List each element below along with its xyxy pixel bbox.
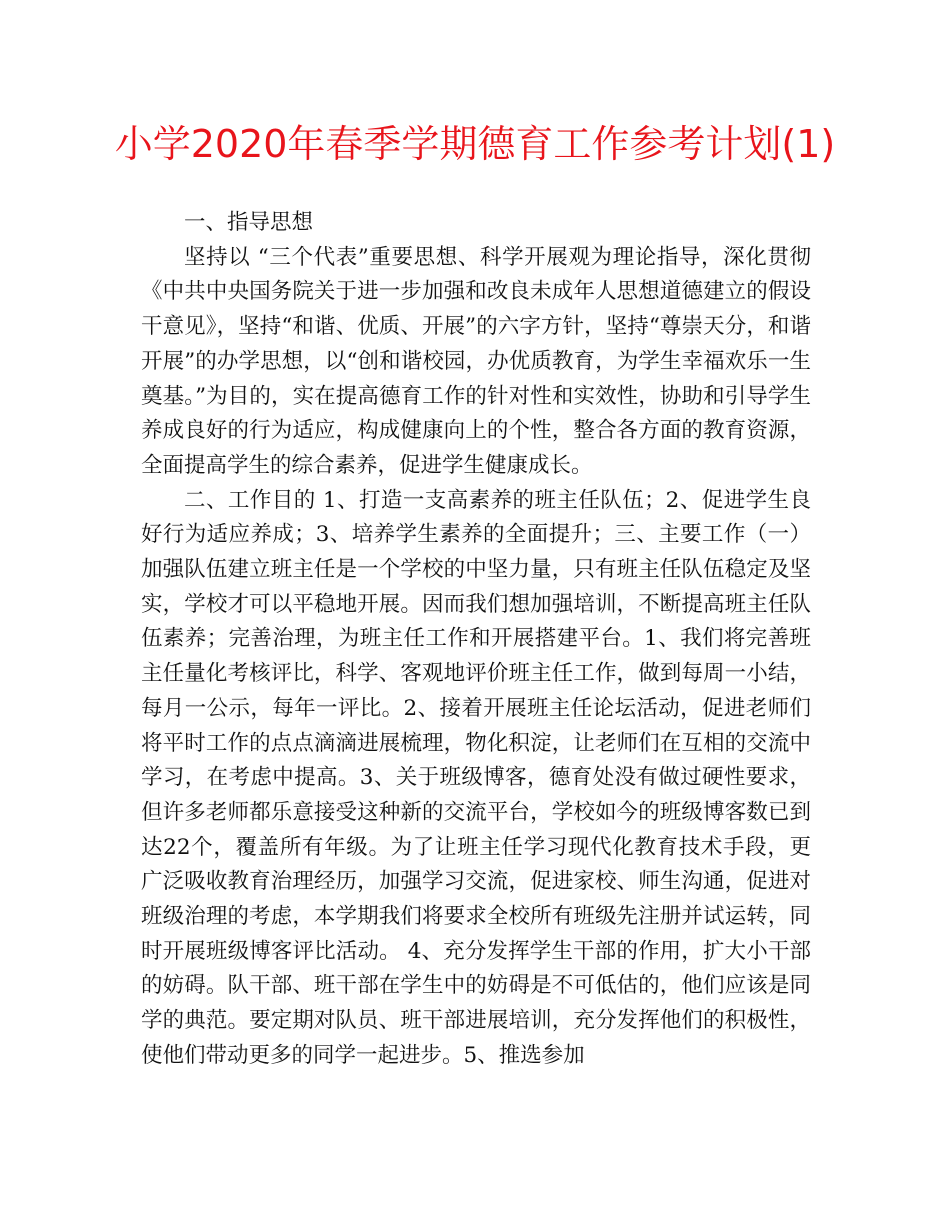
paragraph-work-goals: 二、工作目的 1、打造一支高素养的班主任队伍；2、促进学生良好行为适应养成；3、培养学生素养的全面提升；三、主要工作（一）加强队伍建立班主任是一个学校的中坚力量，只有班主任队伍稳定及坚实，学校才可以平稳地开展。因而我们想加强培训，不断提高班主任队伍素养；完善治理，为班主任工作和开展搭建平台。1、我们将完善班主任量化考核评比，科学、客观地评价班主任工作，做到每周一小结，每月一公示，每年一评比。2、接着开展班主任论坛活动，促进老师们将平时工作的点点滴滴进展梳理，物化积淀，让老师们在互相的交流中学习，在考虑中提高。3、关于班级博客，德育处没有做过硬性要求，但许多老师都乐意接受这种新的交流平台，学校如今的班级博客数已到达22个，覆盖所有年级。为了让班主任学习现代化教育技术手段，更广泛吸收教育治理经历，加强学习交流，促进家校、师生沟通，促进对班级治理的考虑，本学期我们将要求全校所有班级先注册并试运转，同时开展班级博客评比活动。 4、充分发挥学生干部的作用，扩大小干部的妨碍。队干部、班干部在学生中的妨碍是不可低估的，他们应该是同学的典范。要定期对队员、班干部进展培训，充分发挥他们的积极性，使他们带动更多的同学一起进步。5、推选参加 xyxy=(141,487,811,1068)
document-body xyxy=(141,206,811,1074)
document-title: 小学2020年春季学期德育工作参考计划(1) xyxy=(114,122,836,166)
paragraph-guiding-thought: 坚持以 “三个代表”重要思想、科学开展观为理论指导，深化贯彻《中共中央国务院关于进一步加强和改良未成年人思想道德建立的假设干意见》，坚持“和谐、优质、开展”的六字方针，坚持“尊崇天分，和谐开展”的办学思想，以“创和谐校园，办优质教育，为学生幸福欢乐一生奠基。”为目的，实在提高德育工作的针对性和实效性，协助和引导学生养成良好的行为适应，构成健康向上的个性，整合各方面的教育资源，全面提高学生的综合素养，促进学生健康成长。 xyxy=(141,244,811,478)
section-heading-guiding-thought: 一、指导思想 xyxy=(184,210,314,235)
